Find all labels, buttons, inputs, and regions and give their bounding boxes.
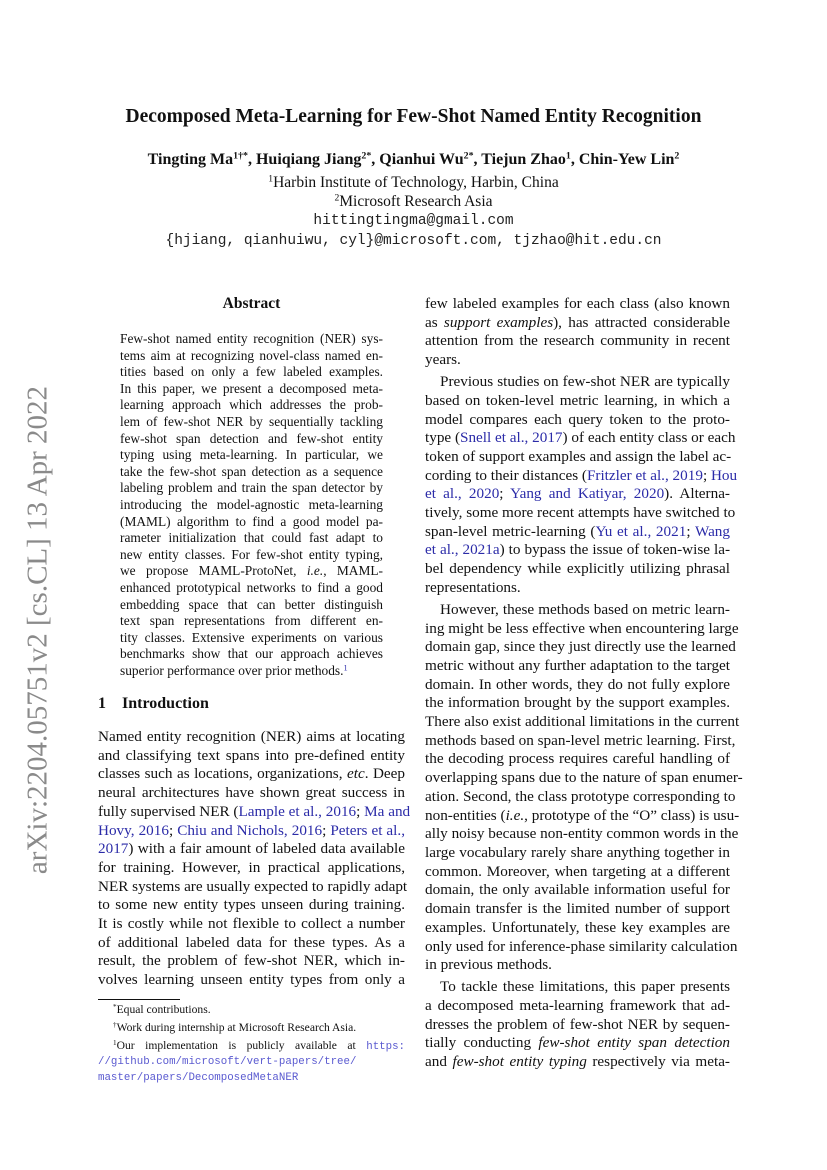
text-line xyxy=(98,822,405,841)
text-run: large vocabulary rarely share anything together in xyxy=(425,843,730,861)
text-line xyxy=(120,414,383,431)
text-run: new entity classes. For few-shot entity typing, xyxy=(120,546,383,562)
text-line xyxy=(98,802,411,822)
text-run: in previous methods. xyxy=(425,956,552,974)
text-line xyxy=(120,613,383,630)
author-name: Tiejun Zhao xyxy=(481,151,566,168)
text-line xyxy=(425,295,730,314)
text-line xyxy=(425,956,730,975)
text-line xyxy=(98,747,405,766)
affiliation-marker: 1 xyxy=(268,173,274,185)
footnote-divider xyxy=(98,999,180,1000)
text-run: domain, the only available information useful for xyxy=(425,881,730,899)
citation-link[interactable]: Chiu and Nichols, 2016 xyxy=(177,821,323,839)
footnote-marker: † xyxy=(113,1020,117,1029)
text-line xyxy=(425,579,730,598)
paragraph xyxy=(98,728,411,990)
text-line xyxy=(120,447,383,464)
url-link[interactable]: master/papers/DecomposedMetaNER xyxy=(98,1071,299,1084)
abstract-heading: Abstract xyxy=(222,295,281,312)
author-name: Qianhui Wu xyxy=(379,151,464,168)
text-line xyxy=(120,580,383,597)
affiliation-1 xyxy=(0,174,827,192)
text-run: the information brought by the support examples. xyxy=(425,694,730,712)
citation-link[interactable]: Snell et al., 2017 xyxy=(460,429,563,447)
text-run: of additional labeled data for these types. As a xyxy=(98,933,405,951)
text-run: span-level metric-learning ( xyxy=(425,522,596,540)
author-affiliation-marker: 2* xyxy=(361,150,372,162)
paragraph xyxy=(425,600,743,975)
url-link[interactable]: https: xyxy=(366,1040,405,1053)
text-line xyxy=(120,514,383,531)
email-line-2: {hjiang, qianhuiwu, cyl}@microsoft.com, tjzhao@hit.edu.cn xyxy=(165,233,662,249)
url-link[interactable]: //github.com/microsoft/vert-papers/tree/ xyxy=(98,1056,357,1069)
arxiv-stamp: arXiv:2204.05751v2 [cs.CL] 13 Apr 2022 xyxy=(21,385,54,875)
abstract-body xyxy=(120,331,383,683)
author-name: Chin-Yew Lin xyxy=(578,151,675,168)
italic-text: etc xyxy=(346,765,365,783)
citation-link[interactable]: et al., 2020 xyxy=(425,485,500,503)
text-run: domain gap, since they just directly use the learned xyxy=(425,638,736,656)
affiliation-text: Microsoft Research Asia xyxy=(339,193,493,210)
text-run: However, these methods based on metric learn- xyxy=(440,600,730,618)
text-run: few-shot span detection and few-shot entity xyxy=(120,430,383,446)
text-run: type ( xyxy=(425,429,461,447)
text-run: tively, some more recent attempts have switched to xyxy=(425,504,736,522)
text-run: metric without any further adaptation to the target xyxy=(425,656,730,674)
text-line xyxy=(120,497,383,514)
text-line xyxy=(98,952,405,971)
text-line xyxy=(120,381,383,398)
introduction-body xyxy=(98,728,411,993)
text-run: typing using meta-learning. In particular, we xyxy=(120,447,383,463)
text-line xyxy=(425,429,736,448)
text-line xyxy=(425,619,739,639)
text-line xyxy=(425,638,736,657)
text-line xyxy=(425,373,730,392)
text-line xyxy=(425,731,736,751)
italic-text: few-shot entity span detection xyxy=(538,1034,730,1052)
text-run: NER systems are usually expected to rapidly adapt xyxy=(98,877,408,895)
section-title: Introduction xyxy=(122,695,209,712)
text-line xyxy=(120,663,383,680)
text-run: ; xyxy=(322,821,331,839)
text-run: the decoding process requires careful handling of xyxy=(425,750,730,768)
text-run: attention from the research community in recent xyxy=(425,332,730,350)
citation-link[interactable]: Lample et al., 2016 xyxy=(238,802,357,820)
text-run: fully supervised NER ( xyxy=(98,802,239,820)
italic-text: i.e. xyxy=(306,563,324,579)
text-line xyxy=(98,765,405,784)
text-line xyxy=(120,597,383,614)
text-line xyxy=(425,787,736,807)
text-line xyxy=(98,1070,405,1086)
text-line xyxy=(425,750,730,769)
text-line xyxy=(98,1021,405,1036)
citation-link[interactable]: Fritzler et al., 2019 xyxy=(586,466,703,484)
text-run: introducing the model-agnostic meta-learning xyxy=(120,496,383,512)
text-run: ). Alterna- xyxy=(664,485,730,503)
text-run: tity classes. Extensive experiments on various xyxy=(120,629,383,645)
author-name: Huiqiang Jiang xyxy=(255,151,362,168)
text-line xyxy=(98,859,405,878)
text-line xyxy=(425,448,730,467)
text-run: for training. However, in practical applications, xyxy=(98,858,405,876)
text-line xyxy=(425,806,740,826)
text-line xyxy=(425,560,730,579)
text-run: ), has attracted considerable xyxy=(553,313,730,331)
author-list: Tingting $Ma^{1\dagger*}$, Huiqiang Jiang$^{2*}$, Qianhui $Wu^{2*}$, Tiejun Zhao$^1$, Chin-Yew Lin$^2$ xyxy=(147,150,680,168)
text-run: There also exist additional limitations in the current xyxy=(425,713,740,731)
text-run: classes such as locations, organizations, xyxy=(98,765,347,783)
text-run: respectively via meta- xyxy=(586,1053,730,1071)
text-run: and classifying text spans into pre-defined entity xyxy=(98,746,405,764)
citation-link[interactable]: Ma and xyxy=(364,802,411,820)
text-run: ing might be less effective when encountering large xyxy=(425,619,739,637)
text-line xyxy=(120,480,383,497)
text-line xyxy=(120,397,383,414)
text-line xyxy=(425,314,730,333)
text-run: token of support examples and assign the label ac- xyxy=(425,447,732,465)
citation-link[interactable]: Wang xyxy=(694,522,730,540)
footnote-ref-link[interactable]: 1 xyxy=(343,663,348,673)
text-run: methods based on span-level metric learning. First, xyxy=(425,731,736,749)
text-run: ; xyxy=(702,466,711,484)
text-run: cording to their distances ( xyxy=(425,466,587,484)
text-line xyxy=(425,504,736,523)
text-line xyxy=(425,769,743,788)
text-run: years. xyxy=(425,351,461,369)
text-line xyxy=(425,825,739,844)
text-line xyxy=(425,863,730,882)
text-run: In this paper, we present a decomposed meta- xyxy=(120,380,383,396)
citation-link[interactable]: 2017 xyxy=(98,840,129,858)
text-line xyxy=(425,900,730,919)
text-run: ation. Second, the class prototype corresponding to xyxy=(425,787,736,805)
paragraph xyxy=(425,978,730,1072)
author-affiliation-marker: 2* xyxy=(463,150,474,162)
text-line xyxy=(425,657,730,676)
section-number: 1 xyxy=(98,695,106,712)
text-line xyxy=(425,466,738,486)
text-run: Equal contributions. xyxy=(116,1003,211,1016)
paragraph xyxy=(98,1021,405,1036)
text-line xyxy=(425,523,730,542)
text-line xyxy=(425,881,730,900)
text-run: To tackle these limitations, this paper presents xyxy=(440,978,730,996)
text-line xyxy=(425,541,730,560)
text-line xyxy=(98,728,405,747)
text-run: neural architectures have shown great success in xyxy=(98,784,405,802)
text-run: lem of few-shot NER by sequentially tackling xyxy=(120,413,383,429)
text-run: few labeled examples for each class (also known xyxy=(425,295,730,312)
text-line xyxy=(98,971,405,990)
text-run: domain. In other words, they do not fully explore xyxy=(425,675,730,693)
text-run: ; xyxy=(356,802,365,820)
paper-title: Decomposed Meta-Learning for Few-Shot Named Entity Recognition xyxy=(125,106,702,127)
author-name: Tingting Ma xyxy=(147,151,234,168)
text-run: a decomposed meta-learning framework that ad- xyxy=(425,996,730,1014)
text-line xyxy=(120,348,383,365)
text-run: tially conducting xyxy=(425,1034,539,1052)
text-line xyxy=(425,919,730,938)
text-run: based on token-level metric learning, in which a xyxy=(425,391,730,409)
text-line xyxy=(425,1034,730,1053)
text-line xyxy=(98,784,405,803)
text-line xyxy=(98,896,405,915)
text-line xyxy=(120,630,383,647)
text-run: and xyxy=(425,1053,453,1071)
text-run: common. Moreover, when targeting at a different xyxy=(425,862,730,880)
text-run: Work during internship at Microsoft Research Asia. xyxy=(116,1020,357,1034)
text-line xyxy=(425,937,738,957)
text-run: learning approach which addresses the prob- xyxy=(120,397,383,413)
citation-link[interactable]: Hovy, 2016 xyxy=(98,821,169,839)
text-line xyxy=(425,1053,730,1072)
text-run: superior performance over prior methods. xyxy=(120,662,344,678)
text-run: to some new entity types unseen during training. xyxy=(98,896,405,914)
text-line xyxy=(120,464,383,481)
author-affiliation-marker: 1†* xyxy=(233,150,248,162)
text-run: It is costly while not flexible to collect a number xyxy=(98,915,405,933)
paragraph xyxy=(98,1039,405,1086)
text-run: embedding space that can better distinguish xyxy=(120,596,383,612)
text-line xyxy=(120,547,383,564)
text-run: we propose MAML-ProtoNet, xyxy=(120,563,307,579)
text-line xyxy=(98,1003,405,1018)
text-line xyxy=(98,840,405,859)
italic-text: i.e. xyxy=(505,806,525,824)
text-run: tities based on only a few labeled examples. xyxy=(120,364,383,380)
text-run: ; xyxy=(686,522,695,540)
text-run: dresses the problem of few-shot NER by sequen- xyxy=(425,1015,730,1033)
text-line xyxy=(425,676,730,695)
italic-text: few-shot entity typing xyxy=(452,1053,587,1071)
text-run: examples. Unfortunately, these key examples are xyxy=(425,918,730,936)
author-affiliation-marker: 2 xyxy=(674,150,680,162)
text-run: result, the problem of few-shot NER, which in- xyxy=(98,952,405,970)
text-run: ally noisy because non-entity common words in the xyxy=(425,825,739,843)
text-line xyxy=(120,364,383,381)
citation-link[interactable]: Yang and Katiyar, 2020 xyxy=(510,485,665,503)
text-line xyxy=(425,411,730,430)
right-column-body xyxy=(425,295,743,1075)
footnote-marker: * xyxy=(113,1003,117,1012)
text-line xyxy=(425,601,730,620)
text-line xyxy=(120,646,383,663)
text-run: Our implementation is publicly available at xyxy=(116,1038,367,1052)
text-line xyxy=(425,351,730,370)
paragraph xyxy=(425,295,730,370)
text-run: text span representations from different en- xyxy=(120,613,383,629)
section-heading-introduction xyxy=(98,695,209,713)
affiliation-text: Harbin Institute of Technology, Harbin, China xyxy=(273,174,559,191)
citation-link[interactable]: et al., 2021a xyxy=(425,541,500,559)
text-run: ) to bypass the issue of token-wise la- xyxy=(499,541,731,559)
text-run: model compares each query token to the proto- xyxy=(425,410,730,428)
text-line xyxy=(120,431,383,448)
text-run: , prototype of the “O” class) is usu- xyxy=(524,806,740,824)
citation-link[interactable]: Hou xyxy=(710,466,738,484)
text-run: rameter initialization that could fast adapt to xyxy=(120,530,383,546)
text-line xyxy=(425,694,730,713)
citation-link[interactable]: Yu et al., 2021 xyxy=(595,522,687,540)
footnotes xyxy=(98,1003,405,1089)
text-line xyxy=(425,392,730,411)
citation-link[interactable]: Peters et al., xyxy=(330,821,405,839)
text-line xyxy=(425,844,730,863)
text-line xyxy=(425,713,740,732)
footnote-marker: 1 xyxy=(113,1038,117,1047)
text-line xyxy=(425,1016,730,1035)
text-run: ; xyxy=(168,821,178,839)
text-run: as xyxy=(425,313,444,331)
paragraph xyxy=(425,373,738,597)
text-run: overlapping spans due to the nature of span enumer- xyxy=(425,769,743,787)
text-run: labeling problem and train the span detector by xyxy=(120,480,383,496)
author-affiliation-marker: 1 xyxy=(565,150,571,162)
italic-text: support examples xyxy=(443,313,554,331)
text-run: non-entities ( xyxy=(425,806,506,824)
text-line xyxy=(120,563,383,580)
text-run: Previous studies on few-shot NER are typically xyxy=(440,373,730,391)
text-run: ) with a fair amount of labeled data available xyxy=(128,840,405,858)
text-run: tems aim at recognizing novel-class named en- xyxy=(120,347,383,363)
paragraph xyxy=(120,331,383,679)
text-line xyxy=(425,997,730,1016)
text-line xyxy=(98,915,405,934)
text-run: ) of each entity class or each xyxy=(562,429,736,447)
text-run: . Deep xyxy=(364,765,405,783)
email-line-1: hittingtingma@gmail.com xyxy=(313,213,514,229)
text-run: Few-shot named entity recognition (NER) sys- xyxy=(120,331,383,346)
text-line xyxy=(425,485,730,504)
text-line xyxy=(98,1054,405,1070)
text-line xyxy=(425,978,730,997)
text-line xyxy=(98,1039,405,1055)
text-run: ; xyxy=(499,485,511,503)
text-line xyxy=(425,332,730,351)
text-run: only used for inference-phase similarity calculation xyxy=(425,937,738,955)
paragraph xyxy=(98,1003,405,1018)
text-run: , MAML- xyxy=(323,563,383,579)
text-line xyxy=(98,934,405,953)
text-run: Named entity recognition (NER) aims at locating xyxy=(98,728,405,745)
text-run: (MAML) algorithm to find a good model pa- xyxy=(120,513,383,529)
text-run: volves learning unseen entity types from only a xyxy=(98,971,405,989)
text-line xyxy=(98,877,408,897)
text-run: representations. xyxy=(425,578,521,596)
affiliation-marker: 2 xyxy=(334,192,340,204)
text-line xyxy=(120,331,383,348)
text-run: take the few-shot span detection as a sequence xyxy=(120,463,383,479)
text-run: domain transfer is the limited number of support xyxy=(425,900,730,918)
text-run: enhanced prototypical networks to find a good xyxy=(120,579,383,595)
text-run: bel dependency while explicitly utilizing phrasal xyxy=(425,560,730,578)
text-run: benchmarks show that our approach achieves xyxy=(120,646,383,662)
affiliation-2 xyxy=(0,193,827,211)
text-line xyxy=(120,530,383,547)
